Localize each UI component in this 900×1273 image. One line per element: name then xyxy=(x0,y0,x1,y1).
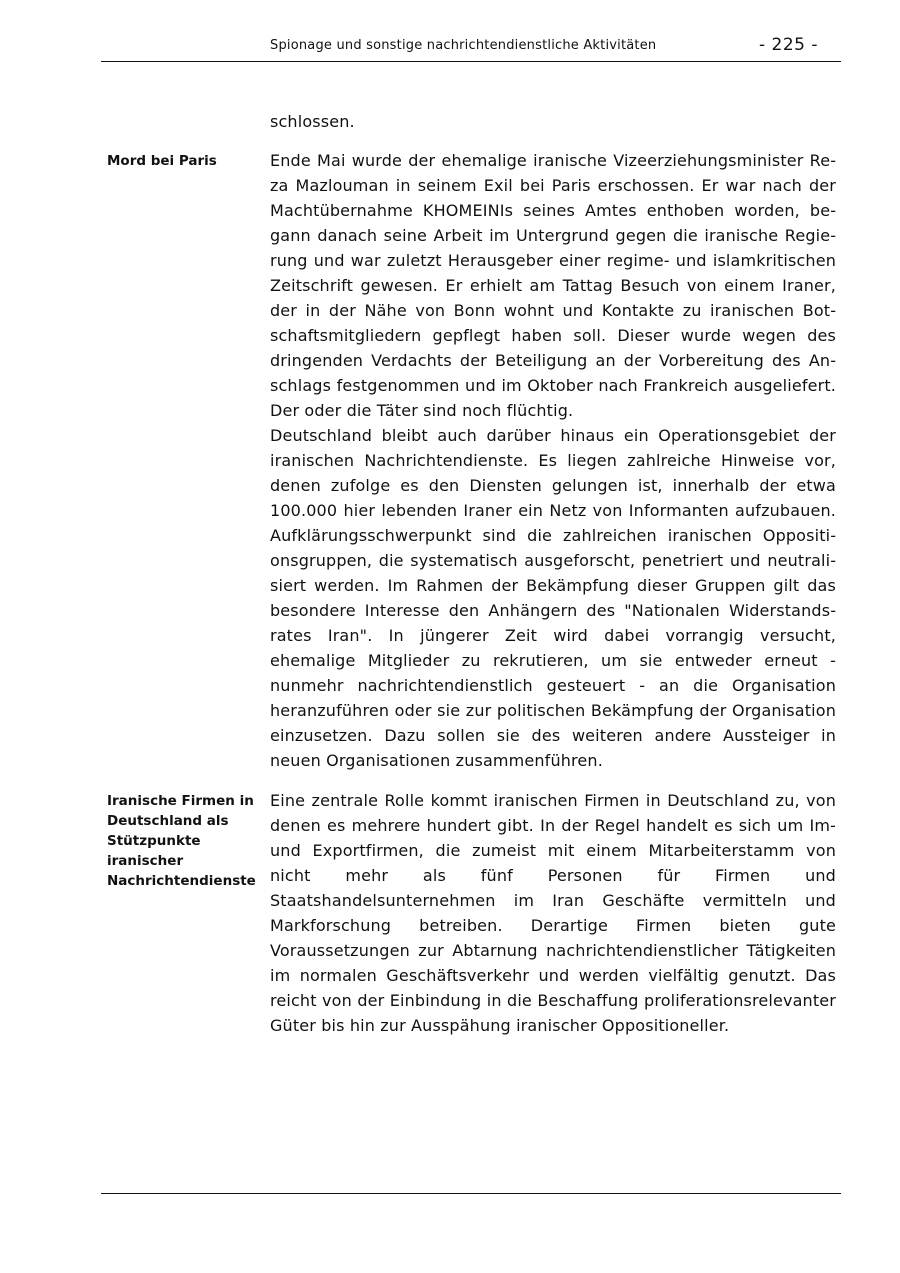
paragraph-firms: Eine zentrale Rolle kommt iranischen Firmen in Deutschland zu, von denen es mehrere hundert gibt. In der Regel handelt es sich um Im- und Exportfirmen, die zumeist mit einem Mitarbeiterstamm von nicht mehr als fünf Personen für Firmen und Staatshandelsunternehmen im Iran Geschäfte vermitteln und Markforschung betreiben. Derartige Firmen bieten gute Voraussetzungen zur Abtarnung nachrichtendienstlicher Tätigkeiten im normalen Geschäftsverkehr und werden vielfältig genutzt. Das reicht von der Einbindung in die Beschaffung proliferationsrelevanter Güter bis hin zur Ausspähung iranischer Oppositioneller. xyxy=(270,791,836,1035)
continuation-paragraph xyxy=(270,109,836,134)
running-header-title: Spionage und sonstige nachrichtendienstliche Aktivitäten xyxy=(270,38,657,53)
section-iranische-firmen xyxy=(270,788,836,1038)
section-mord-bei-paris xyxy=(270,148,836,773)
header-rule xyxy=(101,61,841,62)
paragraph-murder: Ende Mai wurde der ehemalige iranische Vizeerziehungsminister Reza Mazlouman in seinem Exil bei Paris erschossen. Er war nach der Machtübernahme KHOMEINIs seines Amtes enthoben worden, begann danach seine Arbeit im Untergrund gegen die iranische Regierung und war zuletzt Herausgeber einer regime- und islamkritischen Zeitschrift gewesen. Er erhielt am Tattag Besuch von einem Iraner, der in der Nähe von Bonn wohnt und Kontakte zu iranischen Botschaftsmitgliedern gepflegt haben soll. Dieser wurde wegen des dringenden Verdachts der Beteiligung an der Vorbereitung des Anschlags festgenommen und im Oktober nach Frankreich ausgeliefert. Der oder die Täter sind noch flüchtig. xyxy=(270,151,836,420)
continuation-text: schlossen. xyxy=(270,112,355,131)
margin-note-mord-bei-paris: Mord bei Paris xyxy=(107,153,217,169)
paragraph-operations: Deutschland bleibt auch darüber hinaus ein Operationsgebiet der iranischen Nachrichtendienste. Es liegen zahlreiche Hinweise vor, denen zufolge es den Diensten gelungen ist, innerhalb der etwa 100.000 hier lebenden Iraner ein Netz von Informanten aufzubauen. Aufklärungsschwerpunkt sind die zahlreichen iranischen Oppositionsgruppen, die systematisch ausgeforscht, penetriert und neutralisiert werden. Im Rahmen der Bekämpfung dieser Gruppen gilt das besondere Interesse den Anhängern des "Nationalen Widerstandsrates Iran". In jüngerer Zeit wird dabei vorrangig versucht, ehemalige Mitglieder zu rekrutieren, um sie entweder erneut - nunmehr nachrichtendienstlich gesteuert - an die Organisation heranzuführen oder sie zur politischen Bekämpfung der Organisation einzusetzen. Dazu sollen sie des weiteren andere Aussteiger in neuen Organisationen zusammenführen. xyxy=(270,426,836,770)
margin-note-iranische-firmen: Iranische Firmen in Deutschland als Stützpunkte iranischer Nachrichtendienste xyxy=(107,793,256,889)
footer-rule xyxy=(101,1193,841,1194)
page-number: - 225 - xyxy=(759,35,819,55)
